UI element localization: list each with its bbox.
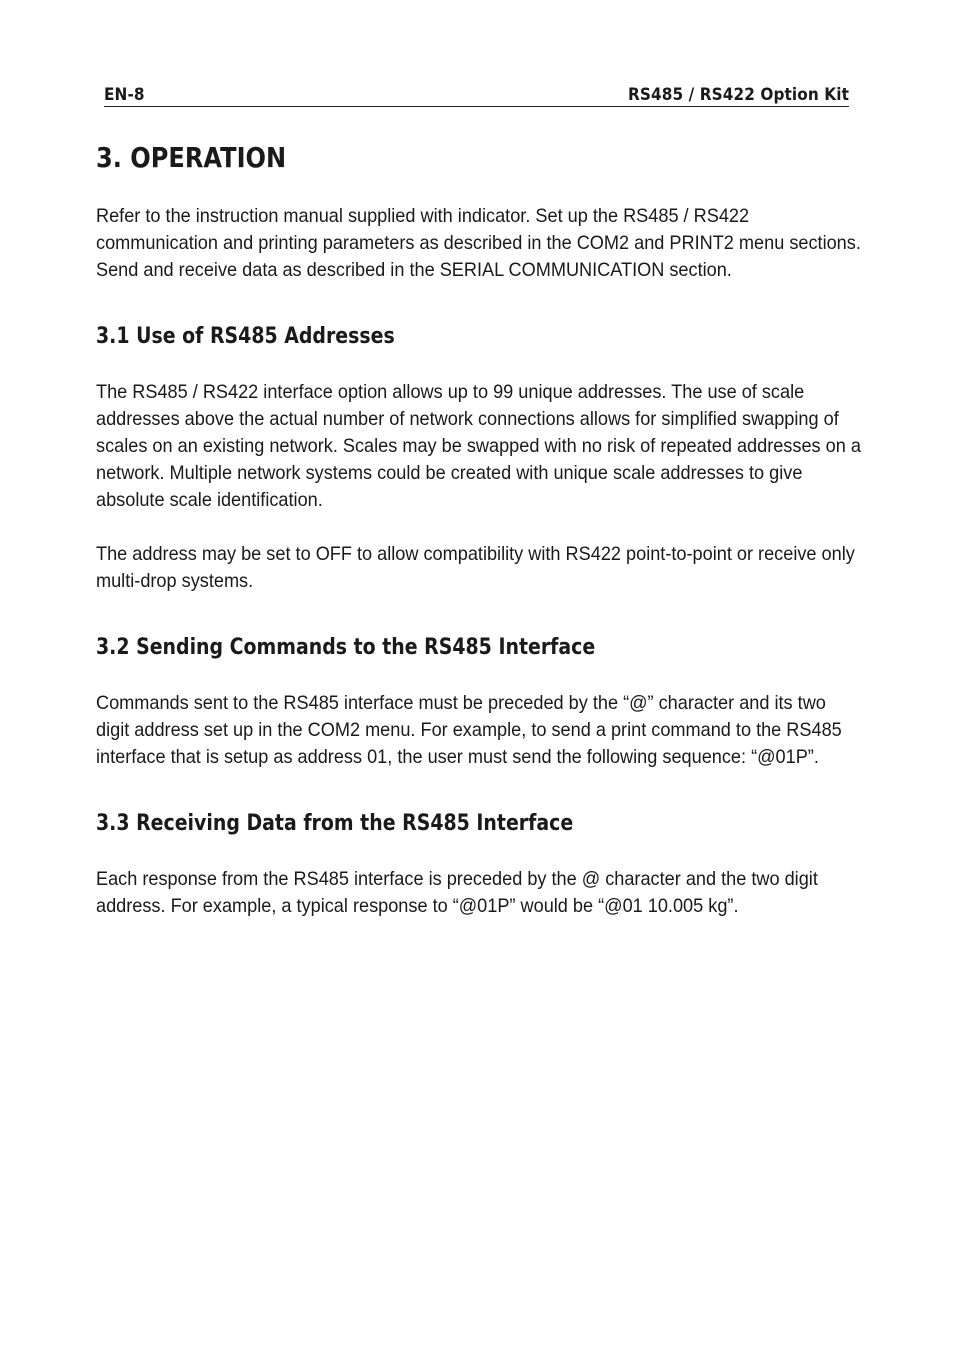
subsection-3-3-paragraph-1: Each response from the RS485 interface is preceded by the @ character and the two digit address. For example, a typical response to “@01P” would be “@01 10.005 kg”. bbox=[96, 868, 818, 917]
page-number: EN-8 bbox=[104, 85, 145, 105]
page-content bbox=[96, 138, 861, 920]
document-title: RS485 / RS422 Option Kit bbox=[627, 85, 849, 105]
page-header bbox=[104, 84, 849, 107]
subsection-3-2-title: 3.2 Sending Commands to the RS485 Interface bbox=[96, 635, 596, 660]
section-title: 3. OPERATION bbox=[96, 141, 287, 174]
subsection-3-1-title: 3.1 Use of RS485 Addresses bbox=[96, 324, 395, 349]
subsection-3-3-title: 3.3 Receiving Data from the RS485 Interface bbox=[96, 811, 574, 836]
section-intro: Refer to the instruction manual supplied with indicator. Set up the RS485 / RS422 communication and printing parameters as described in the COM2 and PRINT2 menu sections. Send and receive data as described in the SERIAL COMMUNICATION section. bbox=[96, 205, 861, 281]
subsection-3-2-paragraph-1: Commands sent to the RS485 interface must be preceded by the “@” character and its two digit address set up in the COM2 menu. For example, to send a print command to the RS485 interface that is setup as address 01, the user must send the following sequence: “@01P”. bbox=[96, 692, 842, 768]
subsection-3-1-paragraph-1: The RS485 / RS422 interface option allows up to 99 unique addresses. The use of scale addresses above the actual number of network connections allows for simplified swapping of scales on an existing network. Scales may be swapped with no risk of repeated addresses on a network. Multiple network systems could be created with unique scale addresses to give absolute scale identification. bbox=[96, 381, 861, 511]
subsection-3-1-paragraph-2: The address may be set to OFF to allow compatibility with RS422 point-to-point or receive only multi-drop systems. bbox=[96, 543, 855, 592]
